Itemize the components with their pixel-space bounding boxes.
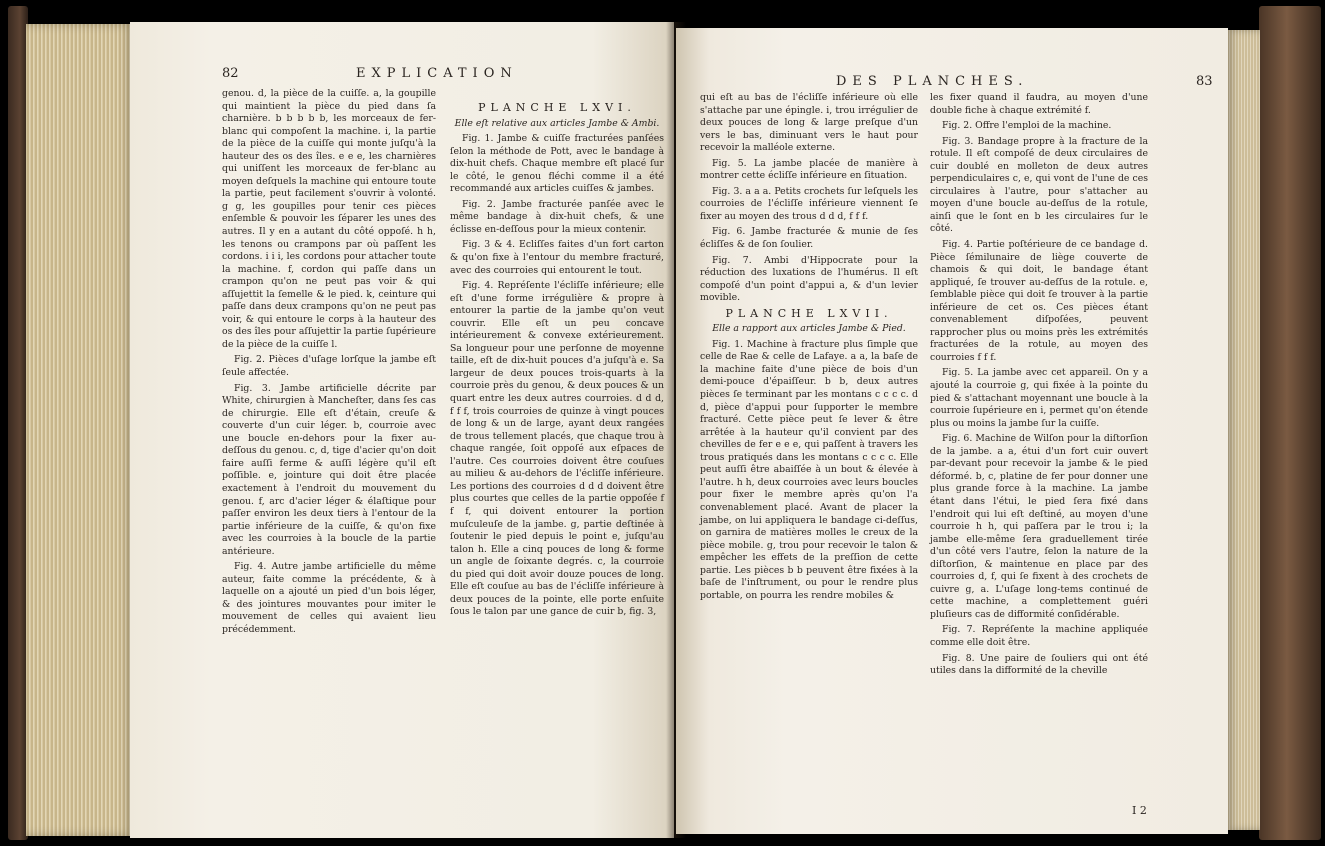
running-head-right: DES PLANCHES. [836,74,1029,89]
paragraph: Fig. 2. Jambe fracturée panſée avec le même bandage à dix-huit chefs, & une éclisse en-deſſous pour la mieux contenir. [450,198,664,235]
page-number-right: 83 [1196,74,1213,89]
paragraph: Fig. 7. Ambi d'Hippocrate pour la réduction des luxations de l'humérus. Il eſt compoſé d'un point d'appui a, & d'un levier movible. [700,254,918,304]
plate-title: PLANCHE LXVII. [725,306,893,320]
left-page [130,22,674,838]
paragraph: Fig. 2. Offre l'emploi de la machine. [942,120,1112,132]
paragraph: Fig. 1. Machine à fracture plus ſimple que celle de Rae & celle de Lafaye. a a, la baſe de la machine faite d'une pièce de bois d'un demi-pouce d'épaiſſeur. b b, deux autres pièces ſe terminant par les montans c c c c. d d, pièce d'appui pour ſupporter le membre fracturé. Cette pièce peut ſe lever & être arrêtée à la hauteur qu'il convient par des chevilles de fer e e e, qui paſſent à travers les trous pratiqués dans les montans c c c c. Elle peut auſſi être abaiſſée à un bout & élevée à l'autre. h h, deux courroies avec leurs boucles pour fixer le membre après qu'on l'a convenablement placé. Avant de placer la jambe, on lui appliquera le bandage ci-deſſus, on garnira de matières molles le creux de la pièce mobile. g, trou pour recevoir le talon & empêcher les effets de la preſſion de cette partie. Les pièces b b peuvent être fixées à la baſe de l'inſtrument, ou pour le rendre plus portable, on pourra les rendre mobiles & [700,338,918,601]
paragraph: Fig. 1. Jambe & cuiſſe fracturées panſées ſelon la méthode de Pott, avec le bandage à dix-huit chefs. Chaque membre eſt placé ſur le côté, le genou fléchi comme il a été recommandé aux articles cuiſſes & jambes. [450,133,664,195]
right-cover [1259,6,1321,840]
running-head-left: EXPLICATION [356,66,518,81]
plate-subtitle: Elle a rapport aux articles Jambe & Pied. [712,323,906,335]
right-page-edges [1226,30,1260,830]
right-page [676,28,1228,834]
paragraph: Fig. 3. Bandage propre à la fracture de la rotule. Il eſt compoſé de deux circulaires de cuir doublé en molleton de deux autres perpendiculaires c, e, qui vont de l'une de ces circulaires à l'autre, pour s'attacher au moyen d'une boucle au-deſſus de la rotule, ainſi que le ſont en b les circulaires ſur le côté. [930,135,1148,235]
right-column-2 [930,92,1148,681]
page-number-left: 82 [222,66,239,81]
left-cover [8,6,28,840]
paragraph: Fig. 8. Une paire de ſouliers qui ont été utiles dans la difformité de la cheville [930,652,1148,677]
paragraph: Fig. 3 & 4. Ecliſſes faites d'un fort carton & qu'on fixe à l'entour du membre fracturé, avec des courroies qui entourent le tout. [450,239,664,276]
left-column-2 [450,102,664,622]
paragraph: Fig. 3. Jambe artificielle décrite par White, chirurgien à Mancheſter, dans ſes cas de chirurgie. Elle eſt d'étain, creuſe & couverte d'un cuir léger. b, courroie avec une boucle en-dehors pour la fixer au-deſſous du genou. c, d, tige d'acier qu'on doit faire auſſi ferme & auſſi légère qu'il eſt poſſible. e, jointure qui doit être placée exactement à l'endroit du mouvement du genou. f, arc d'acier léger & élaſtique pour paſſer environ les deux tiers à l'entour de la partie inférieure de la cuiſſe, & qu'on fixe avec les courroies à la boucle de la partie antérieure. [222,382,436,557]
paragraph: qui eſt au bas de l'écliſſe inférieure où elle s'attache par une épingle. i, trou irrégulier de deux pouces de long & large preſque d'un vers le bas, diminuant vers le haut pour recevoir la malléole externe. [700,92,918,154]
right-column-1 [700,92,918,605]
paragraph: Fig. 7. Repréſente la machine appliquée comme elle doit être. [930,624,1148,648]
paragraph: Fig. 4. Autre jambe artificielle du même auteur, faite comme la précédente, & à laquelle on a ajouté un pied d'un bois léger, & des jointures mouvantes pour imiter le mouvement de celles qui avaient lieu précédemment. [222,561,436,635]
paragraph: Fig. 5. La jambe placée de manière à montrer cette écliſſe inférieure en ſituation. [700,157,918,182]
plate-title: PLANCHE LXVI. [478,101,636,114]
paragraph: Fig. 6. Jambe fracturée & munie de ſes écliſſes & de ſon ſoulier. [700,226,918,251]
paragraph: Fig. 3. a a a. Petits crochets ſur leſquels les courroies de l'écliſſe inférieure viennent ſe fixer au moyen des trous d d d, f f f. [700,185,918,222]
paragraph: Fig. 4. Partie poſtérieure de ce bandage d. Pièce ſémilunaire de liège couverte de chamois & qui doit, le bandage étant appliqué, ſe trouver au-deſſus de la rotule. e, ſemblable pièce qui doit ſe trouver à la partie inférieure de cet os. Ces pièces étant convenablement diſpoſées, peuvent rapprocher plus ou moins près les extrémités fracturées de la rotule, au moyen des courroies f f f. [930,239,1148,363]
paragraph: genou. d, la pièce de la cuiſſe. a, la goupille qui maintient la pièce du pied dans ſa charnière. b b b b b, les morceaux de fer-blanc qui compoſent la machine. i, la partie de la pièce de la cuiſſe qui monte juſqu'à la hauteur des os des îles. e e e, les charnières qui uniſſent les morceaux de fer-blanc au moyen deſquels la machine qui entoure toute la partie, peut facilement s'ouvrir à volonté. g g, les goupilles pour tenir ces pièces enſemble & pouvoir les ſéparer les unes des autres. Il y en a autant du côté oppoſé. h h, les tenons ou crampons par où paſſent les cordons. i i i, les cordons pour attacher toute la machine. f, cordon qui paſſe dans un crampon qu'on ne peut pas voir & qui aſſujettit la ſemelle & le pied. k, ceinture qui paſſe dans deux crampons qu'on ne peut pas voir, & qui entoure le corps à la hauteur des os des îles pour aſſujettir la partie ſupérieure de la pièce de la cuiſſe l. [222,88,436,350]
left-page-edges [26,24,134,836]
plate-subtitle: Elle eſt relative aux articles Jambe & Ambi. [454,117,660,129]
paragraph: les fixer quand il faudra, au moyen d'une double fiche à chaque extrémité f. [930,92,1148,116]
paragraph: Fig. 5. La jambe avec cet appareil. On y a ajouté la courroie g, qui fixée à la pointe du pied & s'attachant moyennant une boucle à la courroie ſupérieure en i, permet qu'on étende plus ou moins la jambe ſur la cuiſſe. [930,367,1148,429]
signature-mark: I 2 [1132,804,1147,817]
paragraph: Fig. 4. Repréſente l'écliſſe inférieure; elle eſt d'une forme irrégulière & propre à entourer la partie de la jambe qu'on veut couvrir. Elle eſt un peu concave intérieurement & convexe extérieurement. Sa longueur pour une perſonne de moyenne taille, eſt de dix-huit pouces d'a juſqu'à e. Sa largeur de deux pouces trois-quarts à la courroie près du genou, & deux pouces & un quart entre les deux autres courroies. d d d, f f f, trois courroies de quinze à vingt pouces de long & un de large, ayant deux rangées de trous tellement placés, que chaque trou à chaque rangée, ſoit oppoſé aux eſpaces de l'autre. Ces courroies doivent être couſues au milieu & au-dehors de l'écliſſe inférieure. Les portions des courroies d d d doivent être plus courtes que celles de la partie oppoſée f f f, qui doivent entourer la portion muſculeuſe de la jambe. g, partie deſtinée à ſoutenir le pied depuis le point e, juſqu'au talon h. Elle a cinq pouces de long & forme un angle de ſoixante degrés. c, la courroie du pied qui doit avoir douze pouces de long. Elle eſt couſue au bas de l'écliſſe inférieure à deux pouces de la pointe, elle porte enſuite ſous le talon par une gance de cuir b, fig. 3, [450,280,664,618]
paragraph: Fig. 6. Machine de Wilſon pour la diſtorſion de la jambe. a a, étui d'un fort cuir ouvert par-devant pour recevoir la jambe & le pied déformé. b, c, platine de fer pour donner une plus grande force à la machine. La jambe étant dans l'étui, le pied ſera fixé dans l'endroit qui lui eſt deſtiné, au moyen d'une courroie h h, qui paſſera par le trou i; la jambe elle-même ſera graduellement tirée d'un côté vers l'autre, ſelon la nature de la diſtorſion, & maintenue en place par des courroies d, f, qui ſe fixent à des crochets de cuivre g, a. L'uſage long-tems continué de cette machine, a complettement guéri pluſieurs cas de difformité conſidérable. [930,433,1148,620]
left-column-1 [222,88,436,640]
paragraph: Fig. 2. Pièces d'uſage lorſque la jambe eſt ſeule affectée. [222,354,436,379]
